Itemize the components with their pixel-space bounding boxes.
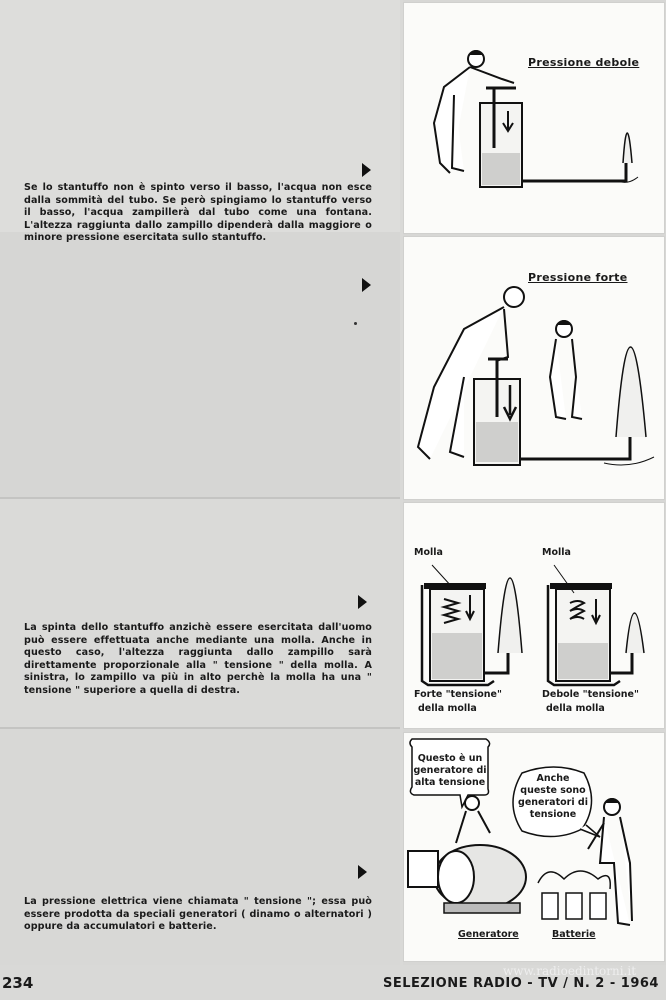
text-band-2	[0, 232, 400, 497]
caption-strong-pressure: Pressione forte	[528, 271, 628, 284]
figure-generators	[403, 732, 665, 962]
speech-bubble-batteries: Anche queste sono generatori di tensione	[518, 773, 588, 820]
caption-weak-tension-line1: Debole "tensione"	[542, 689, 639, 700]
page-footer	[0, 964, 666, 1000]
caption-weak-pressure: Pressione debole	[528, 56, 640, 69]
figure-weak-pressure	[403, 2, 665, 234]
label-spring-right: Molla	[542, 547, 571, 558]
band-divider	[0, 727, 400, 729]
paragraph-pressure: Se lo stantuffo non è spinto verso il basso, l'acqua non esce dalla sommità del tubo. Se però spingiamo lo stantuffo verso il basso, l'acqua zampillerà dal tubo come una fontana. L'altezza raggiunta dallo zampillo dipenderà dalla maggiore o minore pressione esercitata sullo stantuffo.	[24, 182, 372, 244]
pointer-arrow-icon	[358, 595, 367, 609]
pointer-arrow-icon	[362, 278, 371, 292]
caption-generator: Generatore	[458, 929, 519, 940]
figure-column	[403, 0, 666, 965]
weak-pressure-illustration	[404, 3, 664, 233]
figure-strong-pressure	[403, 236, 665, 500]
figure-spring-tension	[403, 502, 665, 729]
paragraph-spring: La spinta dello stantuffo anzichè essere esercitata dall'uomo può essere effettuata anche mediante una molla. Anche in questo caso, l'altezza raggiunta dallo zampillo sarà direttamente proporzionale alla " tensione " della molla. A sinistra, lo zampillo va più in alto perchè la molla ha una " tensione " superiore a quella di destra.	[24, 622, 372, 696]
caption-weak-tension-line2: della molla	[546, 703, 605, 714]
band-divider	[0, 497, 400, 499]
page-number: 234	[2, 974, 34, 992]
speck	[354, 322, 357, 325]
pointer-arrow-icon	[362, 163, 371, 177]
journal-title: SELEZIONE RADIO - TV / N. 2 - 1964	[383, 976, 659, 991]
label-spring-left: Molla	[414, 547, 443, 558]
caption-strong-tension-line2: della molla	[418, 703, 477, 714]
caption-strong-tension-line1: Forte "tensione"	[414, 689, 502, 700]
paragraph-voltage: La pressione elettrica viene chiamata " tensione "; essa può essere prodotta da speciali generatori ( dinamo o alternatori ) oppure da accumulatori e batterie.	[24, 896, 372, 933]
pointer-arrow-icon	[358, 865, 367, 879]
speech-bubble-generator: Questo è un generatore di alta tensione	[413, 753, 487, 788]
caption-batteries: Batterie	[552, 929, 596, 940]
watermark: www.radioedintorni.it	[503, 964, 637, 978]
